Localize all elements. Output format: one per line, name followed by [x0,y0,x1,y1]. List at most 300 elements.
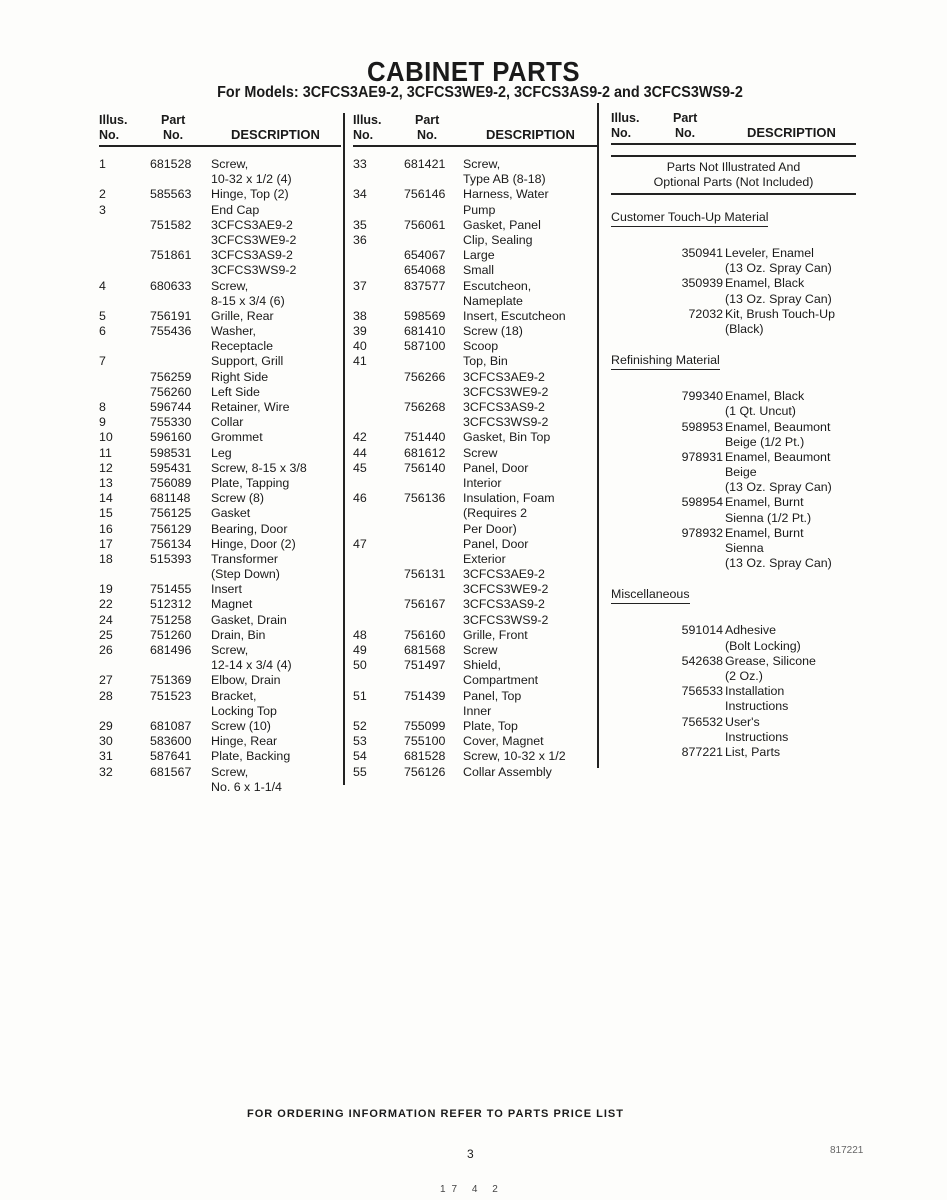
part-number: 681496 [150,643,192,657]
illus-header: Illus. [611,111,640,125]
part-description: Cover, Magnet [463,734,544,749]
illus-number: 6 [99,324,106,339]
parts-row [353,461,597,476]
part-number: 595431 [150,460,192,475]
parts-row [353,506,597,521]
parts-row [353,476,597,491]
parts-row [611,465,856,480]
illus-number: 40 [353,339,367,354]
parts-row [99,552,341,567]
part-description: Beige [725,465,757,480]
part-number: 515393 [150,551,192,566]
illus-number: 13 [99,475,113,490]
part-number: 756259 [150,369,192,384]
part-description: Gasket, Panel [463,217,541,232]
parts-row [611,623,856,638]
parts-row [353,248,597,263]
part-description: Leg [211,445,232,460]
parts-row [611,292,856,307]
part-header: Part [161,113,186,127]
parts-row [99,203,341,218]
part-number: 756089 [150,475,192,490]
parts-column-1 [99,113,341,795]
illus-number: 29 [99,718,113,733]
part-number: 756129 [150,521,192,536]
parts-row [99,446,341,461]
part-number: 585563 [150,187,192,202]
part-description: Enamel, Black [725,276,805,291]
parts-row [611,322,856,337]
part-description: 3CFCS3WE9-2 [463,582,549,597]
part-description: Screw, [211,764,249,779]
column-divider [343,113,345,785]
parts-row [353,263,597,278]
part-description: Screw [463,643,498,657]
part-number: 751497 [404,658,446,673]
part-number: 837577 [404,278,446,293]
part-no-header: No. [417,128,438,142]
parts-row [99,218,341,233]
parts-row [99,582,341,597]
parts-row [611,730,856,745]
part-description: Washer, [211,324,256,339]
illus-number: 8 [99,400,106,414]
note-rule-top [611,155,856,157]
part-description: Plate, Backing [211,749,291,764]
part-description: (13 Oz. Spray Can) [725,556,832,571]
parts-row [611,480,856,495]
part-description: Plate, Top [463,718,518,733]
part-number: 756533 [681,684,723,699]
part-number: 756266 [404,369,446,384]
page-number: 3 [467,1147,474,1161]
part-description: Panel, Door [463,536,529,551]
part-description: Retainer, Wire [211,400,290,414]
illus-number: 17 [99,536,113,551]
part-number: 756260 [150,384,192,399]
parts-row [353,719,597,734]
parts-row [353,704,597,719]
part-number: 350941 [681,246,723,260]
part-description: Screw (10) [211,718,271,733]
description-header: DESCRIPTION [747,125,836,140]
parts-row [353,203,597,218]
illus-number: 9 [99,415,106,430]
part-description: 3CFCS3AE9-2 [463,369,545,384]
part-description: Gasket, Drain [211,612,287,627]
part-description: Sienna (1/2 Pt.) [725,510,812,525]
part-description: (Bolt Locking) [725,638,801,653]
illus-number: 18 [99,551,113,566]
part-description: Grease, Silicone [725,653,816,668]
parts-row [99,294,341,309]
illus-number: 47 [353,536,367,551]
parts-row [353,446,597,461]
part-number: 681528 [404,749,446,764]
illus-number: 15 [99,506,113,521]
part-header: Part [415,113,440,127]
parts-row [611,684,856,699]
column-divider [597,103,599,768]
parts-row [353,430,597,445]
column-header [99,113,341,145]
part-description: (Requires 2 [463,506,528,521]
parts-row [353,233,597,248]
parts-row [353,218,597,233]
part-description: Magnet [211,597,253,612]
section-title [611,210,856,234]
parts-row [353,354,597,369]
document-code: 817221 [830,1145,864,1156]
part-number: 591014 [681,623,723,638]
part-number: 598954 [681,495,723,510]
illus-number: 42 [353,430,367,445]
part-description: Gasket [211,506,251,521]
part-number: 756125 [150,506,192,521]
part-number: 751260 [150,627,192,642]
illus-number: 51 [353,688,367,703]
part-number: 756146 [404,187,446,202]
part-description: Beige (1/2 Pt.) [725,434,805,449]
parts-row [353,765,597,780]
part-number: 877221 [681,744,723,759]
part-description: Large [463,248,495,263]
illus-number: 5 [99,308,106,323]
illus-no-header: No. [611,126,632,140]
part-number: 681410 [404,324,446,339]
part-description: Per Door) [463,521,517,536]
parts-row [99,628,341,643]
illus-number: 14 [99,491,113,506]
parts-row [99,354,341,369]
parts-row [353,552,597,567]
part-number: 755099 [404,718,446,733]
part-number: 587641 [150,749,192,764]
part-description: Escutcheon, [463,278,532,293]
part-number: 756131 [404,567,446,582]
part-description: 3CFCS3WE9-2 [463,384,549,399]
part-description: 3CFCS3AS9-2 [463,597,545,612]
illus-number: 19 [99,582,113,597]
part-description: Type AB (8-18) [463,172,546,187]
part-no-header: No. [675,126,696,140]
parts-row [99,506,341,521]
parts-row [99,233,341,248]
illus-number: 26 [99,643,113,657]
part-number: 756532 [681,714,723,729]
part-description: Transformer [211,551,279,566]
illus-number: 10 [99,430,113,445]
parts-row [611,495,856,510]
part-description: Elbow, Drain [211,673,281,688]
part-description: 10-32 x 1/2 (4) [211,172,292,187]
parts-row [611,639,856,654]
part-description: Sienna [725,541,764,555]
part-description: Inner [463,703,492,718]
part-description: Drain, Bin [211,627,266,642]
part-description: Enamel, Black [725,389,805,404]
part-description: Insulation, Foam [463,491,555,506]
part-description: Insert, Escutcheon [463,308,566,323]
part-description: Leveler, Enamel [725,246,814,260]
parts-row [353,279,597,294]
part-description: Plate, Tapping [211,475,290,490]
part-description: Screw, 10-32 x 1/2 [463,749,566,764]
description-header: DESCRIPTION [486,127,575,142]
part-number: 751369 [150,673,192,688]
parts-row [99,734,341,749]
parts-row [353,628,597,643]
part-number: 755100 [404,734,446,749]
part-header: Part [673,111,698,125]
part-number: 654068 [404,263,446,278]
parts-row [353,613,597,628]
illus-number: 16 [99,521,113,536]
parts-row [99,597,341,612]
spacer [611,377,856,389]
illus-number: 30 [99,734,113,749]
header-rule [99,145,341,147]
parts-row [99,522,341,537]
part-description: Screw, [211,643,249,657]
parts-row [99,780,341,795]
illus-number: 53 [353,734,367,749]
parts-row [353,567,597,582]
part-description: Receptacle [211,339,273,354]
parts-row [99,719,341,734]
illus-number: 25 [99,627,113,642]
part-description: Top, Bin [463,354,508,369]
part-description: Screw, [463,157,501,171]
ordering-info: FOR ORDERING INFORMATION REFER TO PARTS PRICE LIST [247,1108,624,1120]
parts-row [611,276,856,291]
part-number: 751258 [150,612,192,627]
part-description: List, Parts [725,744,781,759]
parts-row [353,172,597,187]
part-number: 680633 [150,278,192,293]
illus-number: 27 [99,673,113,688]
part-number: 978932 [681,525,723,540]
part-description: Interior [463,475,502,490]
parts-row [611,246,856,261]
part-number: 681528 [150,157,192,171]
part-description: 3CFCS3WS9-2 [463,415,549,430]
parts-row [611,699,856,714]
part-description: Insert [211,582,242,597]
part-description: Left Side [211,384,260,399]
parts-row [611,541,856,556]
part-number: 756268 [404,400,446,414]
parts-row [353,157,597,172]
not-illustrated-note [611,160,856,190]
part-number: 681087 [150,718,192,733]
part-number: 72032 [688,306,723,321]
parts-row [99,689,341,704]
illus-number: 28 [99,688,113,703]
part-number: 799340 [681,389,723,404]
part-number: 654067 [404,248,446,263]
illus-header: Illus. [353,113,382,127]
part-number: 756134 [150,536,192,551]
illus-number: 3 [99,202,106,217]
part-number: 751440 [404,430,446,445]
part-description: Enamel, Burnt [725,495,804,510]
parts-row [353,749,597,764]
parts-row [353,522,597,537]
part-number: 756167 [404,597,446,612]
illus-number: 22 [99,597,113,612]
spacer [611,611,856,623]
part-number: 542638 [681,653,723,668]
part-description: 3CFCS3WS9-2 [463,612,549,627]
parts-column-3 [611,111,856,759]
parts-row [611,420,856,435]
part-description: Shield, [463,658,501,673]
part-description: Bearing, Door [211,521,288,536]
parts-section [611,587,856,760]
illus-number: 49 [353,643,367,657]
parts-row [99,537,341,552]
parts-row [353,400,597,415]
part-number: 756136 [404,491,446,506]
part-number: 681568 [404,643,446,657]
part-description: Collar Assembly [463,764,552,779]
illus-number: 32 [99,764,113,779]
part-number: 751455 [150,582,192,597]
parts-row [611,389,856,404]
part-description: Instructions [725,729,789,744]
models-subtitle: For Models: 3CFCS3AE9-2, 3CFCS3WE9-2, 3CFCS3AS9-2 and 3CFCS3WS9-2 [217,84,743,101]
part-description: Pump [463,202,496,217]
illus-number: 33 [353,157,367,171]
part-description: Grommet [211,430,263,445]
illus-no-header: No. [353,128,374,142]
illus-number: 55 [353,764,367,779]
parts-row [353,537,597,552]
parts-row [611,450,856,465]
part-number: 755330 [150,415,192,430]
parts-row [99,704,341,719]
parts-row [353,673,597,688]
part-number: 751523 [150,688,192,703]
section-title-text: Miscellaneous [611,587,690,604]
part-description: 3CFCS3WS9-2 [211,263,297,278]
part-description: (1 Qt. Uncut) [725,404,796,419]
parts-row [611,435,856,450]
section-title [611,353,856,377]
illus-number: 11 [99,445,112,460]
part-description: Screw (18) [463,324,523,339]
part-description: (Step Down) [211,567,280,582]
part-description: Scoop [463,339,499,354]
illus-number: 4 [99,278,106,293]
parts-row [353,187,597,202]
parts-row [353,689,597,704]
part-number: 596744 [150,400,192,414]
part-number: 681421 [404,157,446,171]
parts-row [99,370,341,385]
part-number: 598953 [681,419,723,434]
part-description: Nameplate [463,293,523,308]
parts-row [99,385,341,400]
part-number: 756126 [404,764,446,779]
column-header [353,113,597,145]
parts-row [99,749,341,764]
illus-number: 46 [353,491,367,506]
part-description: Harness, Water [463,187,549,202]
illus-number: 1 [99,157,106,171]
illus-number: 37 [353,278,367,293]
part-description: No. 6 x 1-1/4 [211,779,282,794]
parts-row [353,309,597,324]
parts-row [353,643,597,658]
part-number: 681567 [150,764,192,779]
part-description: (2 Oz.) [725,668,763,683]
parts-row [353,324,597,339]
bottom-mark: 17 4 2 [440,1184,504,1195]
part-description: (13 Oz. Spray Can) [725,291,832,306]
part-number: 756140 [404,460,446,475]
illus-header: Illus. [99,113,128,127]
part-description: Clip, Sealing [463,232,533,247]
parts-row [353,339,597,354]
parts-row [611,511,856,526]
part-description: Locking Top [211,703,277,718]
part-number: 756191 [150,308,192,323]
section-title [611,587,856,611]
parts-row [99,263,341,278]
part-description: Hinge, Rear [211,734,278,749]
note-rule-bottom [611,193,856,195]
part-description: Enamel, Burnt [725,525,804,540]
parts-row [611,715,856,730]
part-description: 3CFCS3AE9-2 [463,567,545,582]
part-description: Screw, [211,157,249,171]
parts-row [99,324,341,339]
part-description: Screw, 8-15 x 3/8 [211,460,307,475]
parts-row [99,491,341,506]
parts-row [99,765,341,780]
illus-number: 7 [99,354,106,369]
parts-row [611,669,856,684]
part-description: Screw [463,445,498,460]
illus-number: 36 [353,232,367,247]
note-line: Optional Parts (Not Included) [653,175,814,189]
part-number: 598569 [404,308,446,323]
parts-row [611,745,856,760]
part-description: Enamel, Beaumont [725,449,831,464]
part-description: Grille, Front [463,627,528,642]
illus-number: 41 [353,354,367,369]
parts-row [99,567,341,582]
part-description: (Black) [725,321,764,336]
section-title-text: Customer Touch-Up Material [611,210,768,227]
parts-row [99,613,341,628]
parts-row [99,430,341,445]
parts-row [353,658,597,673]
illus-number: 50 [353,658,367,673]
part-number: 583600 [150,734,192,749]
description-header: DESCRIPTION [231,127,320,142]
parts-section [611,353,856,571]
illus-number: 31 [99,749,113,764]
part-description: Screw (8) [211,491,265,506]
illus-number: 2 [99,187,106,202]
part-description: Exterior [463,551,506,566]
part-description: Screw, [211,278,249,293]
part-number: 350939 [681,276,723,291]
parts-row [99,461,341,476]
